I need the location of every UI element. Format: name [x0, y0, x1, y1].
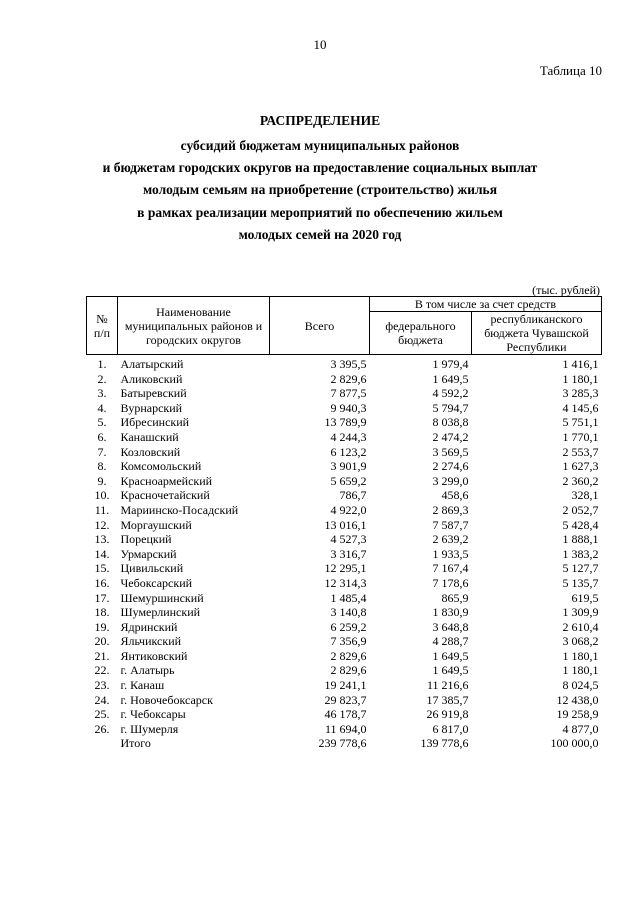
republic-value: 2 610,4 — [562, 619, 599, 634]
municipality-name: Красноармейский — [120, 473, 213, 488]
title-heading: РАСПРЕДЕЛЕНИЕ — [259, 113, 381, 128]
table-row — [87, 488, 602, 503]
units-note: (тыс. рублей) — [532, 283, 600, 297]
municipality-name: Итого — [120, 736, 151, 751]
federal-value: 5 794,7 — [432, 400, 469, 415]
municipality-name: Моргаушский — [120, 517, 192, 532]
row-number: 12. — [94, 517, 110, 532]
total-value: 46 178,7 — [324, 707, 367, 722]
republic-value: 2 360,2 — [562, 473, 599, 488]
total-value: 786,7 — [339, 488, 367, 503]
row-number: 14. — [94, 546, 110, 561]
table-row — [87, 561, 602, 576]
federal-value: 11 216,6 — [426, 678, 469, 693]
federal-value: 2 274,6 — [432, 459, 469, 474]
row-number: 16. — [94, 575, 110, 590]
subsidy-table — [86, 296, 602, 751]
federal-value: 6 817,0 — [432, 721, 469, 736]
table-row — [87, 445, 602, 460]
municipality-name: Красночетайский — [120, 488, 210, 503]
document-title — [0, 113, 640, 246]
municipality-name: Шемуршинский — [120, 590, 204, 605]
municipality-name: Канашский — [120, 429, 179, 444]
municipality-name: г. Алатырь — [120, 663, 175, 678]
row-number: 2. — [97, 371, 107, 386]
page-number: 10 — [313, 37, 327, 52]
header-number: № п/п — [87, 297, 118, 355]
total-value: 12 314,3 — [324, 575, 367, 590]
row-number: 24. — [94, 692, 110, 707]
municipality-name: Алатырский — [120, 357, 184, 371]
row-number: 7. — [97, 444, 107, 459]
federal-value: 17 385,7 — [426, 692, 469, 707]
table-row — [87, 386, 602, 401]
table-row — [87, 576, 602, 591]
table-row — [87, 605, 602, 620]
total-row — [87, 736, 602, 751]
federal-value: 4 288,7 — [432, 634, 469, 649]
federal-value: 1 830,9 — [432, 605, 469, 620]
row-number: 26. — [94, 721, 110, 736]
municipality-name: Порецкий — [120, 532, 172, 547]
republic-value: 1 180,1 — [562, 371, 599, 386]
total-value: 3 395,5 — [330, 357, 367, 371]
total-value: 5 659,2 — [330, 473, 367, 488]
total-value: 13 789,9 — [324, 415, 367, 430]
table-row — [87, 401, 602, 416]
total-value: 3 316,7 — [330, 546, 367, 561]
table-row — [87, 430, 602, 445]
federal-value: 3 299,0 — [432, 473, 469, 488]
row-number: 19. — [94, 619, 110, 634]
table-row — [87, 532, 602, 547]
republic-value: 8 024,5 — [562, 678, 599, 693]
row-number: 4. — [97, 400, 107, 415]
total-value: 4 244,3 — [330, 429, 367, 444]
municipality-name: г. Канаш — [120, 678, 165, 693]
federal-value: 7 587,7 — [432, 517, 469, 532]
federal-value: 1 649,5 — [432, 663, 469, 678]
table-row — [87, 634, 602, 649]
row-number: 25. — [94, 707, 110, 722]
republic-value: 5 751,1 — [562, 415, 599, 430]
municipality-name: Ибресинский — [120, 415, 190, 430]
row-number: 5. — [97, 415, 107, 430]
federal-value: 458,6 — [441, 488, 469, 503]
table-row — [87, 474, 602, 489]
row-number: 15. — [94, 561, 110, 576]
federal-value: 139 778,6 — [420, 736, 469, 751]
total-value: 19 241,1 — [324, 678, 367, 693]
municipality-name: Шумерлинский — [120, 605, 201, 620]
federal-value: 7 167,4 — [432, 561, 469, 576]
row-number: 21. — [94, 648, 110, 663]
total-value: 7 356,9 — [330, 634, 367, 649]
republic-value: 4 145,6 — [562, 400, 599, 415]
total-value: 3 140,8 — [330, 605, 367, 620]
federal-value: 3 648,8 — [432, 619, 469, 634]
title-line: в рамках реализации мероприятий по обеспечению жильем — [137, 204, 503, 220]
row-number: 1. — [97, 357, 107, 371]
municipality-name: Яльчикский — [120, 634, 182, 649]
total-value: 9 940,3 — [330, 400, 367, 415]
table-row — [87, 415, 602, 430]
table-row — [87, 663, 602, 678]
republic-value: 2 553,7 — [562, 444, 599, 459]
total-value: 6 123,2 — [330, 444, 367, 459]
title-line: субсидий бюджетам муниципальных районов — [180, 138, 460, 153]
total-value: 11 694,0 — [324, 721, 367, 736]
total-value: 1 485,4 — [330, 590, 367, 605]
republic-value: 1 627,3 — [562, 459, 599, 474]
republic-value: 3 068,2 — [562, 634, 599, 649]
table-body — [87, 355, 602, 752]
table-row — [87, 722, 602, 737]
total-value: 2 829,6 — [330, 648, 367, 663]
table-row — [87, 707, 602, 722]
row-number: 20. — [94, 634, 110, 649]
republic-value: 1 416,1 — [562, 357, 599, 371]
republic-value: 1 309,9 — [562, 605, 599, 620]
row-number: 22. — [94, 663, 110, 678]
table-row — [87, 459, 602, 474]
municipality-name: г. Чебоксары — [120, 707, 186, 722]
federal-value: 2 639,2 — [432, 532, 469, 547]
table-row — [87, 649, 602, 664]
republic-value: 3 285,3 — [562, 386, 599, 401]
municipality-name: Комсомольский — [120, 459, 202, 474]
municipality-name: Урмарский — [120, 546, 177, 561]
municipality-name: Чебоксарский — [120, 575, 193, 590]
republic-value: 1 770,1 — [562, 429, 599, 444]
row-number: 11. — [94, 502, 110, 517]
republic-value: 1 180,1 — [562, 648, 599, 663]
republic-value: 619,5 — [571, 590, 599, 605]
total-value: 6 259,2 — [330, 619, 367, 634]
municipality-name: Аликовский — [120, 371, 183, 386]
republic-value: 19 258,9 — [556, 707, 599, 722]
municipality-name: Янтиковский — [120, 648, 188, 663]
table-row — [87, 547, 602, 562]
municipality-name: г. Шумерля — [120, 721, 179, 736]
row-number: 8. — [97, 459, 107, 474]
municipality-name: Батыревский — [120, 386, 187, 401]
header-group: В том числе за счет средств — [370, 297, 602, 312]
total-value: 2 829,6 — [330, 663, 367, 678]
table-row — [87, 503, 602, 518]
republic-value: 5 428,4 — [562, 517, 599, 532]
municipality-name: Ядринский — [120, 619, 178, 634]
federal-value: 1 649,5 — [432, 648, 469, 663]
total-value: 2 829,6 — [330, 371, 367, 386]
republic-value: 2 052,7 — [562, 502, 599, 517]
title-line: и бюджетам городских округов на предоставление социальных выплат — [102, 160, 538, 176]
table-row — [87, 518, 602, 533]
table-row — [87, 678, 602, 693]
republic-value: 5 127,7 — [562, 561, 599, 576]
header-total: Всего — [270, 297, 370, 355]
total-value: 13 016,1 — [324, 517, 367, 532]
table-row — [87, 591, 602, 606]
total-value: 7 877,5 — [330, 386, 367, 401]
total-value: 239 778,6 — [318, 736, 367, 751]
republic-value: 12 438,0 — [556, 692, 599, 707]
row-number: 18. — [94, 605, 110, 620]
table-label: Таблица 10 — [539, 63, 602, 78]
federal-value: 2 869,3 — [432, 502, 469, 517]
table-row — [87, 620, 602, 635]
federal-value: 7 178,6 — [432, 575, 469, 590]
header-name: Наименование муниципальных районов и городских округов — [118, 297, 270, 355]
federal-value: 1 933,5 — [432, 546, 469, 561]
federal-value: 26 919,8 — [426, 707, 469, 722]
row-number: 13. — [94, 532, 110, 547]
row-number: 3. — [97, 386, 107, 401]
total-value: 4 922,0 — [330, 502, 367, 517]
header-federal: федерального бюджета — [370, 312, 472, 355]
republic-value: 1 888,1 — [562, 532, 599, 547]
row-number: 23. — [94, 678, 110, 693]
title-line: молодым семьям на приобретение (строительство) жилья — [142, 182, 498, 198]
republic-value: 328,1 — [571, 488, 599, 503]
table-row — [87, 693, 602, 708]
federal-value: 2 474,2 — [432, 429, 469, 444]
total-value: 4 527,3 — [330, 532, 367, 547]
republic-value: 100 000,0 — [550, 736, 599, 751]
republic-value: 1 383,2 — [562, 546, 599, 561]
total-value: 12 295,1 — [324, 561, 367, 576]
municipality-name: Козловский — [120, 444, 181, 459]
federal-value: 8 038,8 — [432, 415, 469, 430]
municipality-name: Вурнарский — [120, 400, 183, 415]
federal-value: 3 569,5 — [432, 444, 469, 459]
table-row — [87, 372, 602, 387]
row-number: 6. — [97, 429, 107, 444]
federal-value: 865,9 — [441, 590, 469, 605]
row-number — [87, 736, 118, 751]
federal-value: 4 592,2 — [432, 386, 469, 401]
row-number: 9. — [97, 473, 107, 488]
municipality-name: Мариинско-Посадский — [120, 502, 239, 517]
federal-value: 1 649,5 — [432, 371, 469, 386]
row-number: 10. — [94, 488, 110, 503]
table-row — [87, 355, 602, 372]
row-number: 17. — [94, 590, 110, 605]
municipality-name: Цивильский — [120, 561, 184, 576]
republic-value: 4 877,0 — [562, 721, 599, 736]
republic-value: 1 180,1 — [562, 663, 599, 678]
republic-value: 5 135,7 — [562, 575, 599, 590]
municipality-name: г. Новочебоксарск — [120, 692, 213, 707]
title-line: молодых семей на 2020 год — [238, 226, 402, 242]
total-value: 29 823,7 — [324, 692, 367, 707]
federal-value: 1 979,4 — [432, 357, 469, 371]
total-value: 3 901,9 — [330, 459, 367, 474]
header-republic: республиканского бюджета Чувашской Республики — [472, 312, 602, 355]
